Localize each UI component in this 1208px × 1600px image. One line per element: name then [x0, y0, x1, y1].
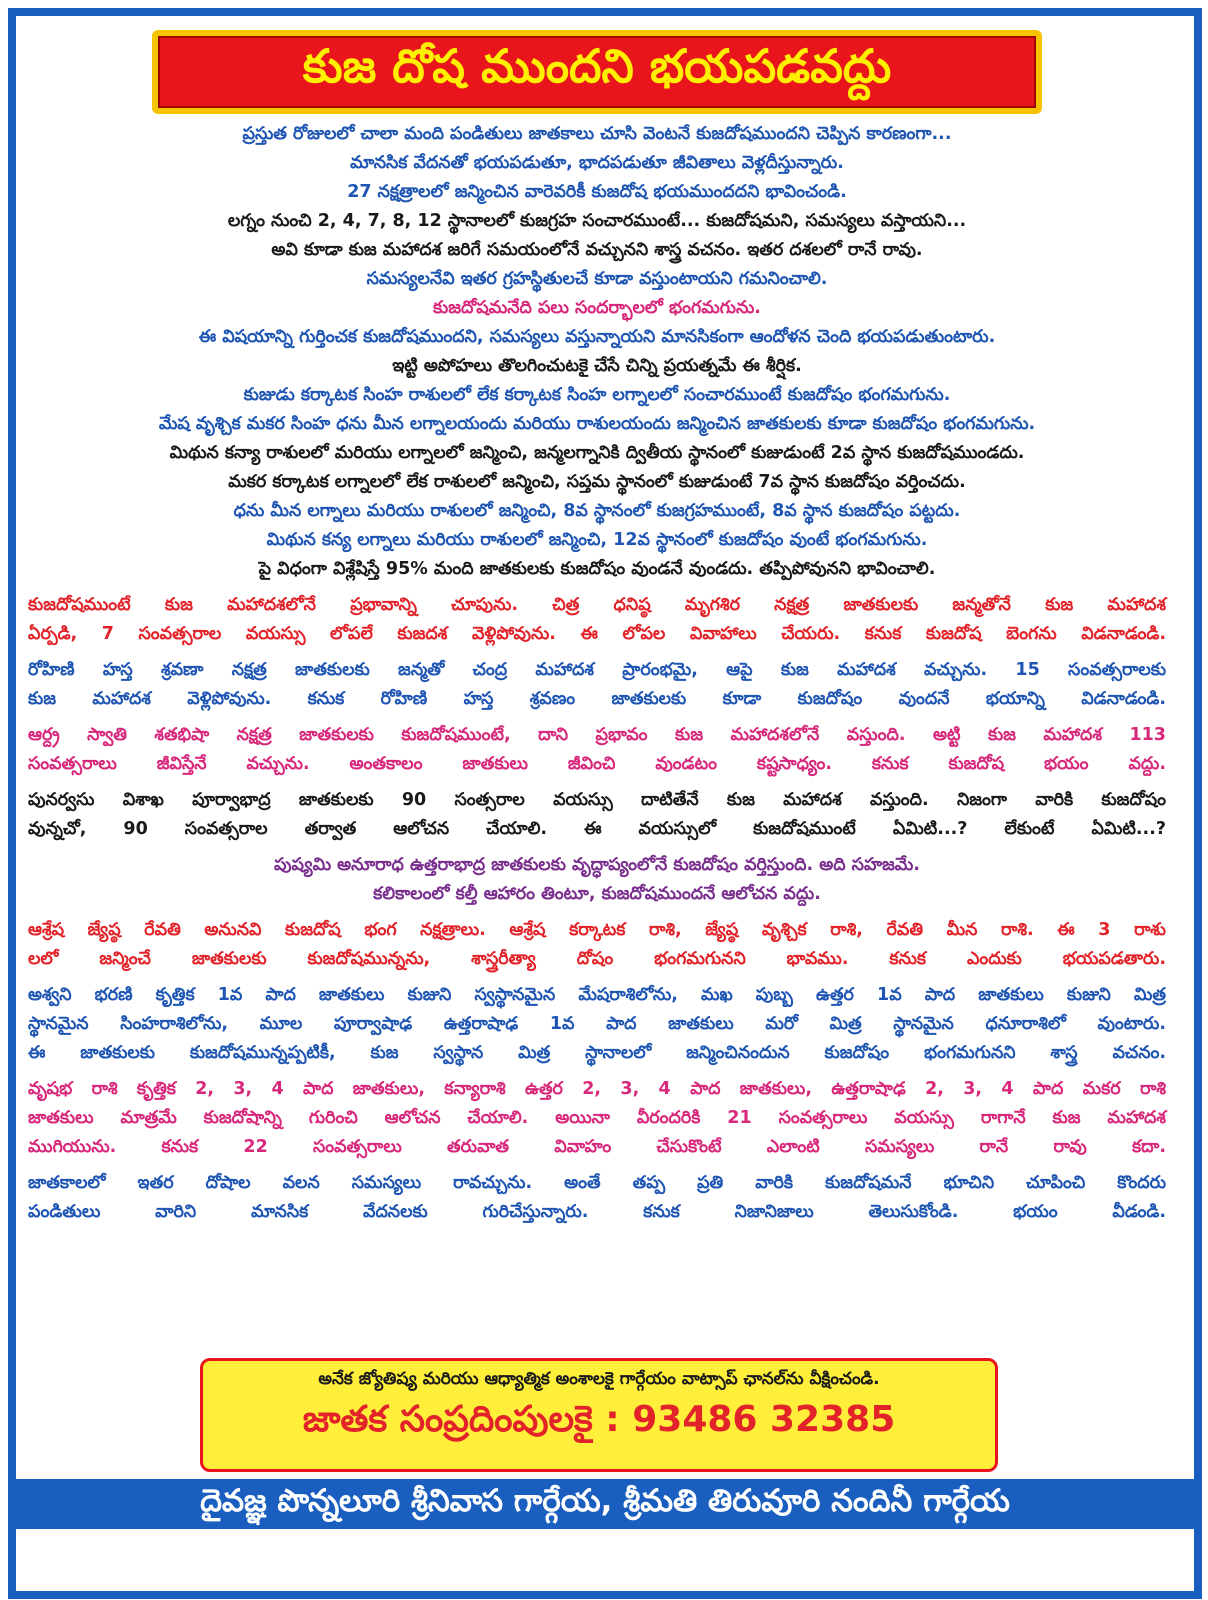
text-line: పునర్వసు విశాఖ పూర్వాభాద్ర జాతకులకు 90 సంత్సరాల వయస్సు దాటితేనే కుజ మహాదశ వస్తుంది. నిజంగా వారికి కుజదోషం	[28, 790, 1166, 810]
text-line: కుజదోషముంటే కుజ మహాదశలోనే ప్రభావాన్ని చూపును. చిత్ర ధనిష్ఠ మృగశిర నక్షత్ర జాతకులకు జన్మతోనే కుజ మహాదశ	[28, 595, 1166, 615]
text-line: పండితులు వారిని మానసిక వేదనలకు గురిచేస్తున్నారు. కనుక నిజానిజాలు తెలుసుకోండి. భయం వీడండి.	[28, 1202, 1166, 1222]
title-banner	[152, 30, 1042, 114]
text-line: ధను మీన లగ్నాలు మరియు రాశులలో జన్మించి, 8వ స్థానంలో కుజగ్రహముంటే, 8వ స్థాన కుజదోషం పట్టదు.	[233, 501, 961, 521]
text-line: మిథున కన్య లగ్నాలు మరియు రాశులలో జన్మించి, 12వ స్థానంలో కుజదోషం వుంటే భంగమగును.	[266, 530, 928, 550]
text-line: మేష వృశ్చిక మకర సింహ ధను మీన లగ్నాలయందు మరియు రాశులయందు జన్మించిన జాతకులకు కూడా కుజదోషం భంగమగును.	[158, 414, 1036, 434]
text-line: మానసిక వేదనతో భయపడుతూ, భాదపడుతూ జీవితాలు వెళ్లదీస్తున్నారు.	[350, 153, 844, 173]
text-line: కుజదోషమనేది పలు సందర్భాలలో భంగమగును.	[433, 298, 761, 318]
author-names: దైవజ్ఞ పొన్నలూరి శ్రీనివాస గార్గేయ, శ్రీమతి తిరువూరి నందినీ గార్గేయ	[200, 1482, 1010, 1519]
text-line: అవి కూడా కుజ మహాదశ జరిగే సమయంలోనే వచ్చునని శాస్త్ర వచనం. ఇతర దశలలో రానే రావు.	[271, 240, 923, 260]
text-line: ఈ విషయాన్ని గుర్తించక కుజదోషముందని, సమస్యలు వస్తున్నాయని మానసికంగా ఆందోళన చెంది భయపడుతుంటారు.	[198, 327, 996, 347]
text-line: 27 నక్షత్రాలలో జన్మించిన వారెవరికీ కుజదోష భయముందదని భావించండి.	[347, 182, 847, 202]
text-line: ఇట్టి అపోహలు తొలగించుటకై చేసే చిన్ని ప్రయత్నమే ఈ శీర్షిక.	[392, 356, 802, 376]
text-line: జాతకాలలో ఇతర దోషాల వలన సమస్యలు రావచ్చును. అంతే తప్ప ప్రతి వారికి కుజదోషమనే భూచిని చూపించి కొందరు	[28, 1173, 1166, 1193]
text-line: జాతకులు మాత్రమే కుజదోషాన్ని గురించి ఆలోచన చేయాలి. అయినా వీరందరికి 21 సంవత్సరాలు వయస్సు రాగానే కుజ మహాదశ	[28, 1108, 1166, 1128]
text-line: ఈ జాతకులకు కుజదోషమున్నప్పటికీ, కుజ స్వస్థాన మిత్ర స్థానాలలో జన్మించినందున కుజదోషం భంగమగునని శాస్త్ర వచనం.	[28, 1043, 1166, 1063]
contact-box	[200, 1358, 998, 1472]
text-line: కుజ మహాదశ వెళ్లిపోవును. కనుక రోహిణి హస్త శ్రవణం జాతకులకు కూడా కుజదోషం వుందనే భయాన్ని విడనాడండి.	[28, 689, 1166, 709]
text-line: సంవత్సరాలు జీవిస్తేనే వచ్చును. అంతకాలం జాతకులు జీవించి వుండటం కష్టసాధ్యం. కనుక కుజదోష భయం వద్దు.	[28, 754, 1166, 774]
whatsapp-channel-note: అనేక జ్యోతిష్య మరియు ఆధ్యాత్మిక అంశాలకై గార్గేయం వాట్సాప్ ఛానల్‌ను వీక్షించండి.	[318, 1369, 880, 1389]
text-line: వృషభ రాశి కృత్తిక 2, 3, 4 పాద జాతకులు, కన్యారాశి ఉత్తర 2, 3, 4 పాద జాతకులు, ఉత్తరాషాఢ 2, 3, 4 పాద మకర రాశి	[28, 1079, 1166, 1099]
text-line: ఆర్ద్ర స్వాతి శతభిషా నక్షత్ర జాతకులకు కుజదోషముంటే, దాని ప్రభావం కుజ మహాదశలోనే వస్తుంది. అట్టి కుజ మహాదశ 113	[28, 725, 1166, 745]
text-line: రోహిణి హస్త శ్రవణా నక్షత్ర జాతకులకు జన్మతో చంద్ర మహాదశ ప్రారంభమై, ఆపై కుజ మహాదశ వచ్చును. 15 సంవత్సరాలకు	[28, 660, 1166, 680]
text-line: మకర కర్కాటక లగ్నాలలో లేక రాశులలో జన్మించి, సప్తమ స్థానంలో కుజుడుంటే 7వ స్థాన కుజదోషం వర్తించదు.	[228, 472, 966, 492]
text-line: ముగియును. కనుక 22 సంవత్సరాలు తరువాత వివాహం చేసుకొంటే ఎలాంటి సమస్యలు రానే రావు కదా.	[28, 1137, 1166, 1157]
text-line: కుజుడు కర్కాటక సింహ రాశులలో లేక కర్కాటక సింహ లగ్నాలలో సంచారముంటే కుజదోషం భంగమగును.	[243, 385, 951, 405]
text-line: ఏర్పడి, 7 సంవత్సరాల వయస్సు లోపలే కుజదశ వెళ్లిపోవును. ఈ లోపల వివాహాలు చేయరు. కనుక కుజదోష బెంగను విడనాడండి.	[28, 624, 1166, 644]
text-line: పై విధంగా విశ్లేషిస్తే 95% మంది జాతకులకు కుజదోషం వుండనే వుండదు. తప్పిపోవునని భావించాలి.	[258, 559, 936, 579]
text-line: ఆశ్రేష జ్యేష్ఠ రేవతి అనునవి కుజదోష భంగ నక్షత్రాలు. ఆశ్రేష కర్కాటక రాశి, జ్యేష్ఠ వృశ్చిక రాశి, రేవతి మీన రాశి. ఈ 3 రాశు	[28, 920, 1166, 940]
text-line: అశ్వని భరణి కృత్తిక 1వ పాద జాతకులు కుజుని స్వస్థానమైన మేషరాశిలోను, మఖ పుబ్బ ఉత్తర 1వ పాద జాతకులు కుజుని మిత్ర	[28, 985, 1166, 1005]
text-line: మిథున కన్యా రాశులలో మరియు లగ్నాలలో జన్మించి, జన్మలగ్నానికి ద్వితీయ స్థానంలో కుజుడుంటే 2వ స్థాన కుజదోషముండదు.	[169, 443, 1025, 463]
text-line: పుష్యమి అనూరాధ ఉత్తరాభాద్ర జాతకులకు వృద్ధాప్యంలోనే కుజదోషం వర్తిస్తుంది. అది సహజమే.	[274, 855, 920, 875]
text-line: లగ్నం నుంచి 2, 4, 7, 8, 12 స్థానాలలో కుజగ్రహ సంచారముంటే... కుజదోషమని, సమస్యలు వస్తాయని...	[227, 211, 967, 231]
footer-banner	[16, 1479, 1194, 1529]
text-line: ప్రస్తుత రోజులలో చాలా మంది పండితులు జాతకాలు చూసి వెంటనే కుజదోషముందని చెప్పిన కారణంగా...	[242, 124, 952, 144]
article-body	[22, 120, 1172, 1227]
text-line: లలో జన్మించే జాతకులకు కుజదోషమున్నను, శాస్త్రరీత్యా దోషం భంగమగునని భావము. కనుక ఎందుకు భయపడతారు.	[28, 949, 1166, 969]
text-line: కలికాలంలో కల్తీ ఆహారం తింటూ, కుజదోషముందనే ఆలోచన వద్దు.	[373, 884, 821, 904]
consultation-phone: జాతక సంప్రదింపులకై : 93486 32385	[302, 1399, 896, 1440]
text-line: స్థానమైన సింహరాశిలోను, మూల పూర్వాషాఢ ఉత్తరాషాఢ 1వ పాద జాతకులు మరో మిత్ర స్థానమైన ధనూరాశిలో వుంటారు.	[28, 1014, 1166, 1034]
text-line: సమస్యలనేవి ఇతర గ్రహస్థితులచే కూడా వస్తుంటాయని గమనించాలి.	[366, 269, 828, 289]
poster-frame	[8, 8, 1202, 1599]
page-title: కుజ దోష ముందని భయపడవద్దు	[302, 39, 892, 93]
title-banner-inner	[158, 36, 1036, 108]
text-line: వున్నచో, 90 సంవత్సరాల తర్వాత ఆలోచన చేయాలి. ఈ వయస్సులో కుజదోషముంటే ఏమిటి...? లేకుంటే ఏమిటి...?	[28, 819, 1166, 839]
